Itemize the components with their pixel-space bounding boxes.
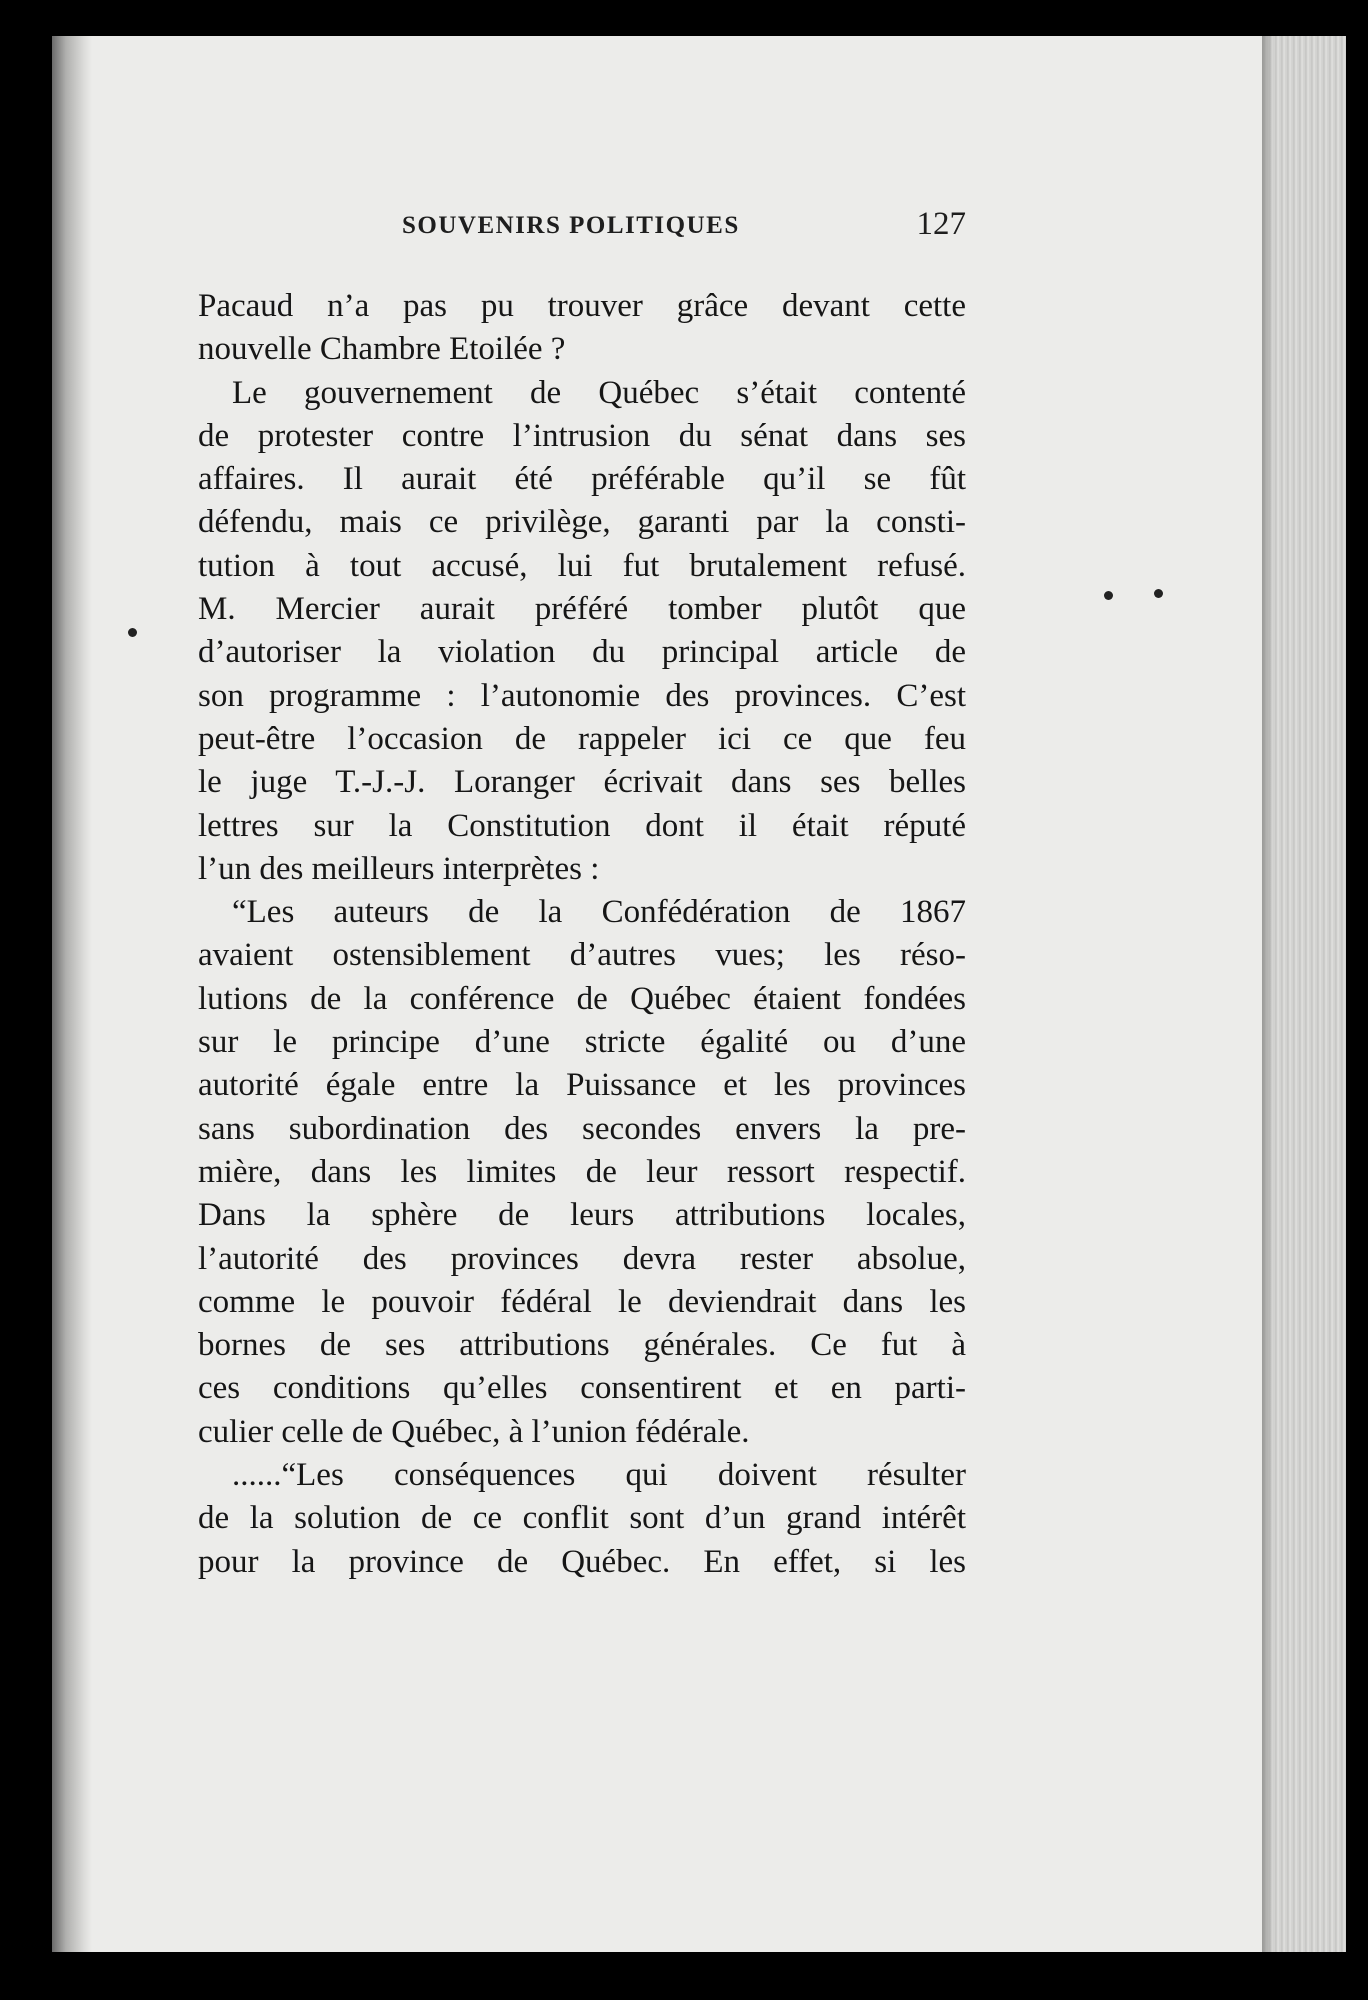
text-line-17: lutions de la conférence de Québec étaient fondées xyxy=(198,980,966,1017)
page-edge-shadow xyxy=(1262,36,1274,1952)
scan-speck-dot xyxy=(1104,591,1113,600)
text-line-20: sans subordination des secondes envers la pre- xyxy=(198,1110,966,1147)
page-header xyxy=(198,206,966,246)
text-line-14: l’un des meilleurs interprètes : xyxy=(198,850,600,887)
text-line-30: pour la province de Québec. En effet, si les xyxy=(198,1543,966,1580)
text-line-4: de protester contre l’intrusion du sénat dans ses xyxy=(198,417,966,454)
text-line-2: nouvelle Chambre Etoilée ? xyxy=(198,331,566,368)
text-line-5: affaires. Il aurait été préférable qu’il se fût xyxy=(198,461,966,498)
text-line-28: ......“Les conséquences qui doivent résulter xyxy=(232,1457,966,1494)
text-line-29: de la solution de ce conflit sont d’un grand intérêt xyxy=(198,1500,966,1537)
text-line-26: ces conditions qu’elles consentirent et en parti- xyxy=(198,1370,966,1407)
text-line-3: Le gouvernement de Québec s’était contenté xyxy=(232,374,966,411)
text-line-9: d’autoriser la violation du principal article de xyxy=(198,634,966,671)
text-line-6: défendu, mais ce privilège, garanti par la consti- xyxy=(198,504,966,541)
running-head: SOUVENIRS POLITIQUES xyxy=(402,212,740,239)
text-line-10: son programme : l’autonomie des provinces. C’est xyxy=(198,677,966,714)
text-line-13: lettres sur la Constitution dont il était réputé xyxy=(198,807,966,844)
text-line-15: “Les auteurs de la Confédération de 1867 xyxy=(232,894,966,931)
text-line-12: le juge T.-J.-J. Loranger écrivait dans ses belles xyxy=(198,764,966,801)
text-line-23: l’autorité des provinces devra rester absolue, xyxy=(198,1240,966,1277)
text-line-1: Pacaud n’a pas pu trouver grâce devant cette xyxy=(198,288,966,324)
text-line-7: tution à tout accusé, lui fut brutalement refusé. xyxy=(198,547,966,584)
page-number: 127 xyxy=(916,206,966,242)
text-line-8: M. Mercier aurait préféré tomber plutôt que xyxy=(198,591,966,628)
text-line-24: comme le pouvoir fédéral le deviendrait dans les xyxy=(198,1283,966,1320)
text-line-16: avaient ostensiblement d’autres vues; les réso- xyxy=(198,937,966,974)
text-line-18: sur le principe d’une stricte égalité ou d’une xyxy=(198,1024,966,1061)
text-line-11: peut-être l’occasion de rappeler ici ce que feu xyxy=(198,720,966,757)
text-line-21: mière, dans les limites de leur ressort respectif. xyxy=(198,1153,966,1190)
scan-speck-dot xyxy=(128,628,137,637)
text-line-19: autorité égale entre la Puissance et les provinces xyxy=(198,1067,966,1104)
page-edge-stack xyxy=(1262,36,1346,1952)
text-line-27: culier celle de Québec, à l’union fédérale. xyxy=(198,1413,750,1450)
body-text xyxy=(198,285,966,1584)
text-line-25: bornes de ses attributions générales. Ce fut à xyxy=(198,1327,966,1364)
text-line-22: Dans la sphère de leurs attributions locales, xyxy=(198,1197,966,1234)
binding-gutter xyxy=(52,36,92,1952)
scan-speck-dot xyxy=(1154,589,1163,598)
